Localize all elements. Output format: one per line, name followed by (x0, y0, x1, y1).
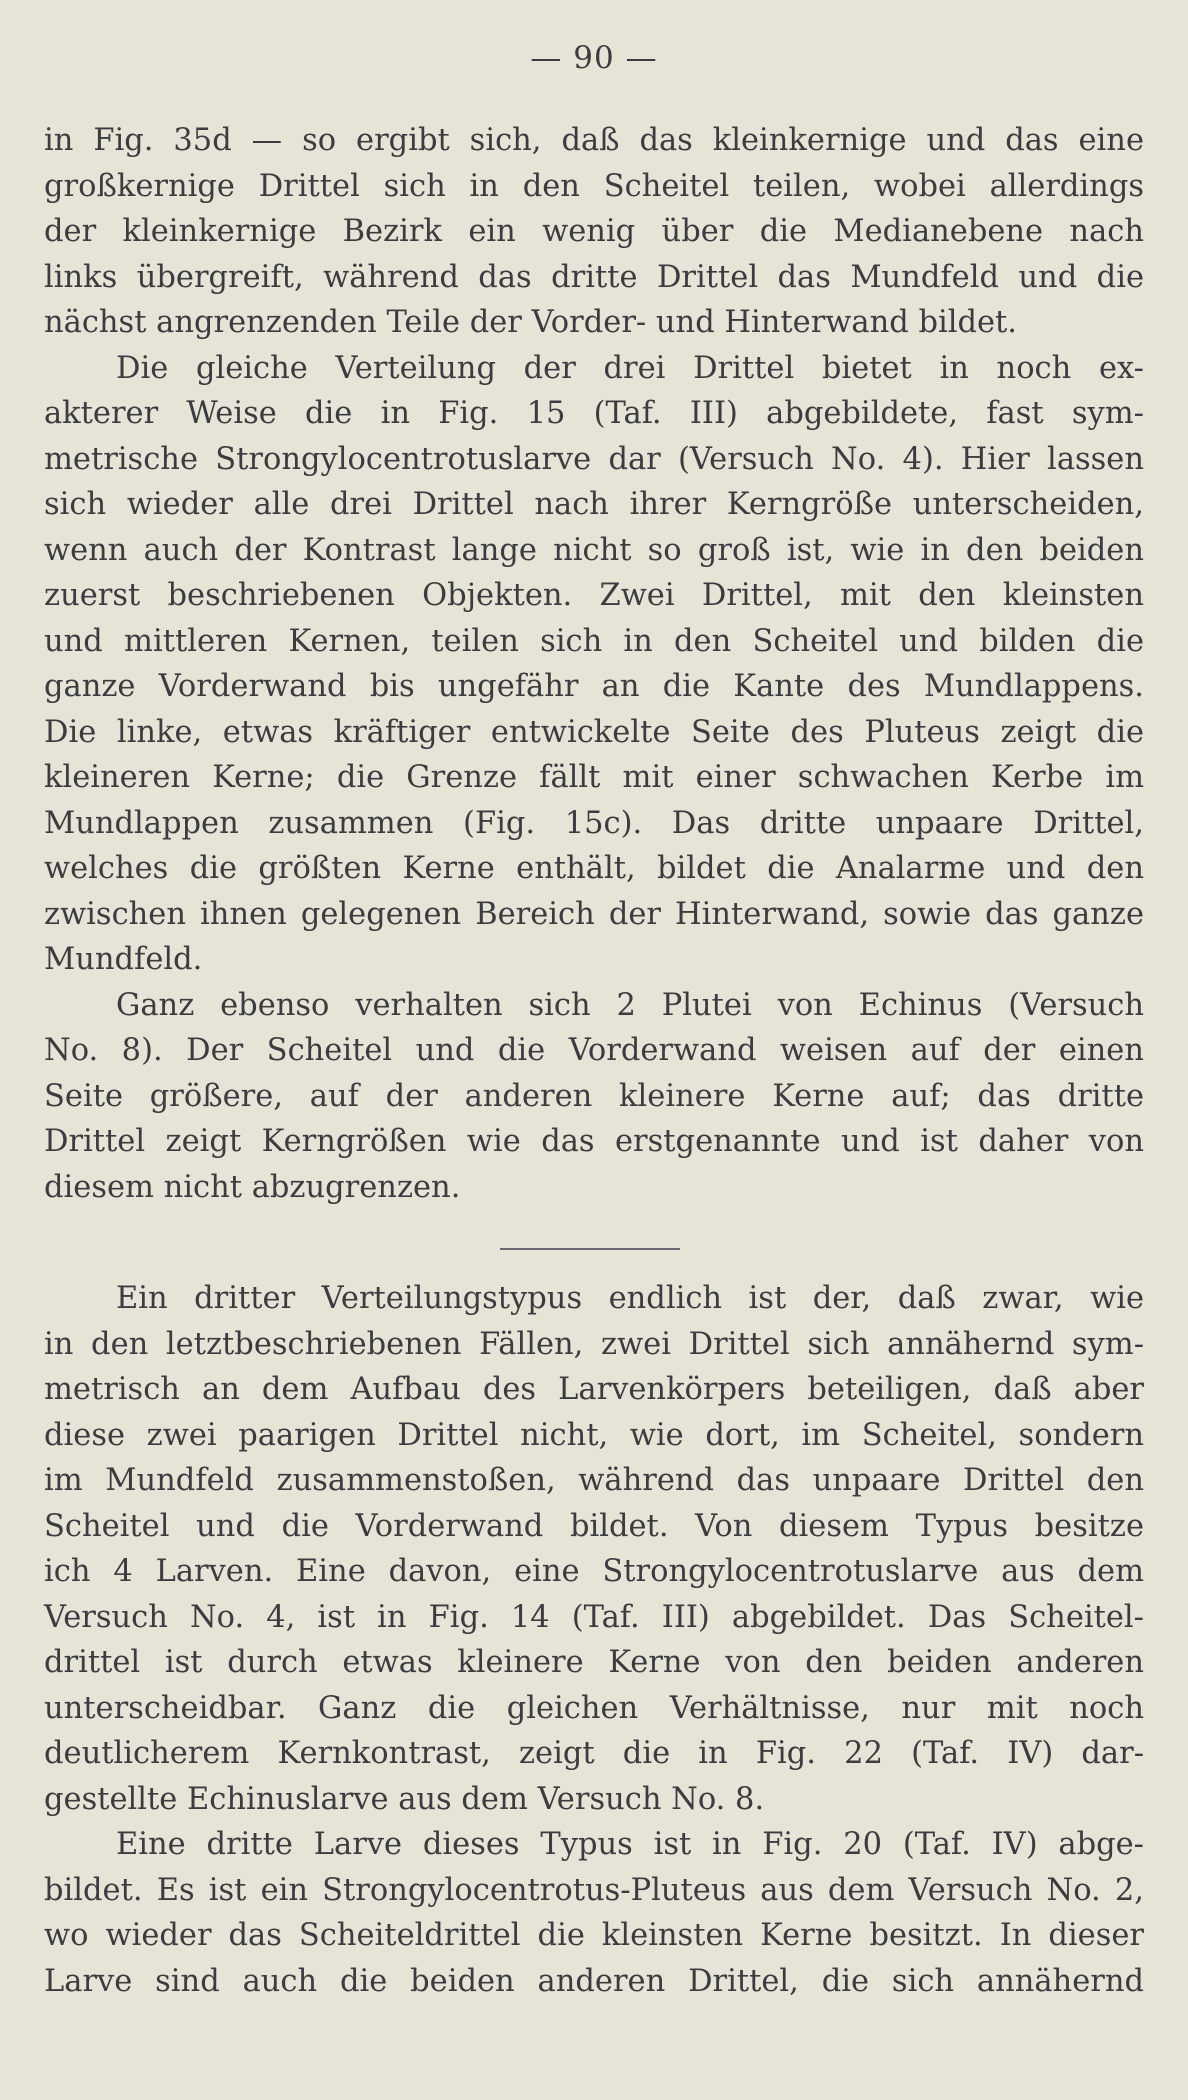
text-line: wo wieder das Scheiteldrittel die kleinsten Kerne besitzt. In dieser (44, 1918, 1144, 1953)
text-line: diese zwei paarigen Drittel nicht, wie dort, im Scheitel, sondern (44, 1417, 1144, 1453)
text-line: wenn auch der Kontrast lange nicht so groß ist, wie in den beiden (44, 532, 1144, 568)
text-line: drittel ist durch etwas kleinere Kerne von den beiden anderen (44, 1645, 1144, 1680)
text-line: in den letztbeschriebenen Fällen, zwei Drittel sich annähernd sym- (44, 1326, 1144, 1362)
text-line: der kleinkernige Bezirk ein wenig über die Medianebene nach (44, 214, 1144, 249)
text-line: Larve sind auch die beiden anderen Drittel, die sich annähernd (44, 1963, 1144, 1999)
text-line: zwischen ihnen gelegenen Bereich der Hinterwand, sowie das ganze (44, 896, 1144, 932)
text-line: deutlicherem Kernkontrast, zeigt die in Fig. 22 (Taf. IV) dar- (44, 1736, 1144, 1771)
text-line: Seite größere, auf der anderen kleinere Kerne auf; das dritte (44, 1078, 1144, 1114)
text-line: Scheitel und die Vorderwand bildet. Von diesem Typus besitze (44, 1508, 1144, 1544)
text-line: sich wieder alle drei Drittel nach ihrer Kerngröße unterscheiden, (44, 487, 1144, 522)
text-line: ganze Vorderwand bis ungefähr an die Kante des Mundlappens. (44, 669, 1144, 704)
text-line: nächst angrenzenden Teile der Vorder- und Hinterwand bildet. (44, 305, 1018, 340)
text-line: metrisch an dem Aufbau des Larvenkörpers beteiligen, daß aber (44, 1372, 1144, 1407)
text-line: im Mundfeld zusammenstoßen, während das unpaare Drittel den (44, 1463, 1144, 1498)
text-line: akterer Weise die in Fig. 15 (Taf. III) abgebildete, fast sym- (44, 396, 1144, 431)
text-line: metrische Strongylocentrotuslarve dar (Versuch No. 4). Hier lassen (44, 441, 1144, 477)
text-line: ich 4 Larven. Eine davon, eine Strongylocentrotuslarve aus dem (44, 1554, 1144, 1589)
section-separator (500, 1248, 680, 1250)
text-line: No. 8). Der Scheitel und die Vorderwand weisen auf der einen (44, 1033, 1144, 1068)
paragraph-start-line: Ganz ebenso verhalten sich 2 Plutei von Echinus (Versuch (116, 987, 1144, 1023)
text-line: kleineren Kerne; die Grenze fällt mit einer schwachen Kerbe im (44, 760, 1144, 795)
text-line: Versuch No. 4, ist in Fig. 14 (Taf. III) abgebildet. Das Scheitel- (44, 1599, 1144, 1635)
paragraph-start-line: Die gleiche Verteilung der drei Drittel bietet in noch ex- (116, 350, 1144, 386)
text-line: Drittel zeigt Kerngrößen wie das erstgenannte und ist daher von (44, 1124, 1144, 1159)
text-line: links übergreift, während das dritte Drittel das Mundfeld und die (44, 259, 1144, 295)
text-line: gestellte Echinuslarve aus dem Versuch No. 8. (44, 1781, 765, 1817)
text-section-2 (44, 1276, 1144, 2004)
text-line: zuerst beschriebenen Objekten. Zwei Drittel, mit den kleinsten (44, 578, 1144, 613)
text-line: bildet. Es ist ein Strongylocentrotus-Pluteus aus dem Versuch No. 2, (44, 1872, 1144, 1908)
text-line: Mundfeld. (44, 942, 203, 977)
text-line: Mundlappen zusammen (Fig. 15c). Das dritte unpaare Drittel, (44, 805, 1144, 841)
paragraph-start-line: Eine dritte Larve dieses Typus ist in Fig. 20 (Taf. IV) abge- (116, 1827, 1144, 1862)
text-line: diesem nicht abzugrenzen. (44, 1169, 461, 1205)
text-line: Die linke, etwas kräftiger entwickelte Seite des Pluteus zeigt die (44, 714, 1144, 750)
page-number: — 90 — (530, 40, 658, 76)
paragraph-start-line: Ein dritter Verteilungstypus endlich ist der, daß zwar, wie (116, 1281, 1144, 1316)
text-line: und mittleren Kernen, teilen sich in den Scheitel und bilden die (44, 623, 1144, 659)
text-line: unterscheidbar. Ganz die gleichen Verhältnisse, nur mit noch (44, 1690, 1144, 1726)
text-line: großkernige Drittel sich in den Scheitel teilen, wobei allerdings (44, 168, 1144, 204)
text-line: welches die größten Kerne enthält, bildet die Analarme und den (44, 851, 1144, 886)
text-line: in Fig. 35d — so ergibt sich, daß das kleinkernige und das eine (44, 123, 1144, 158)
text-section-1 (44, 118, 1144, 1210)
